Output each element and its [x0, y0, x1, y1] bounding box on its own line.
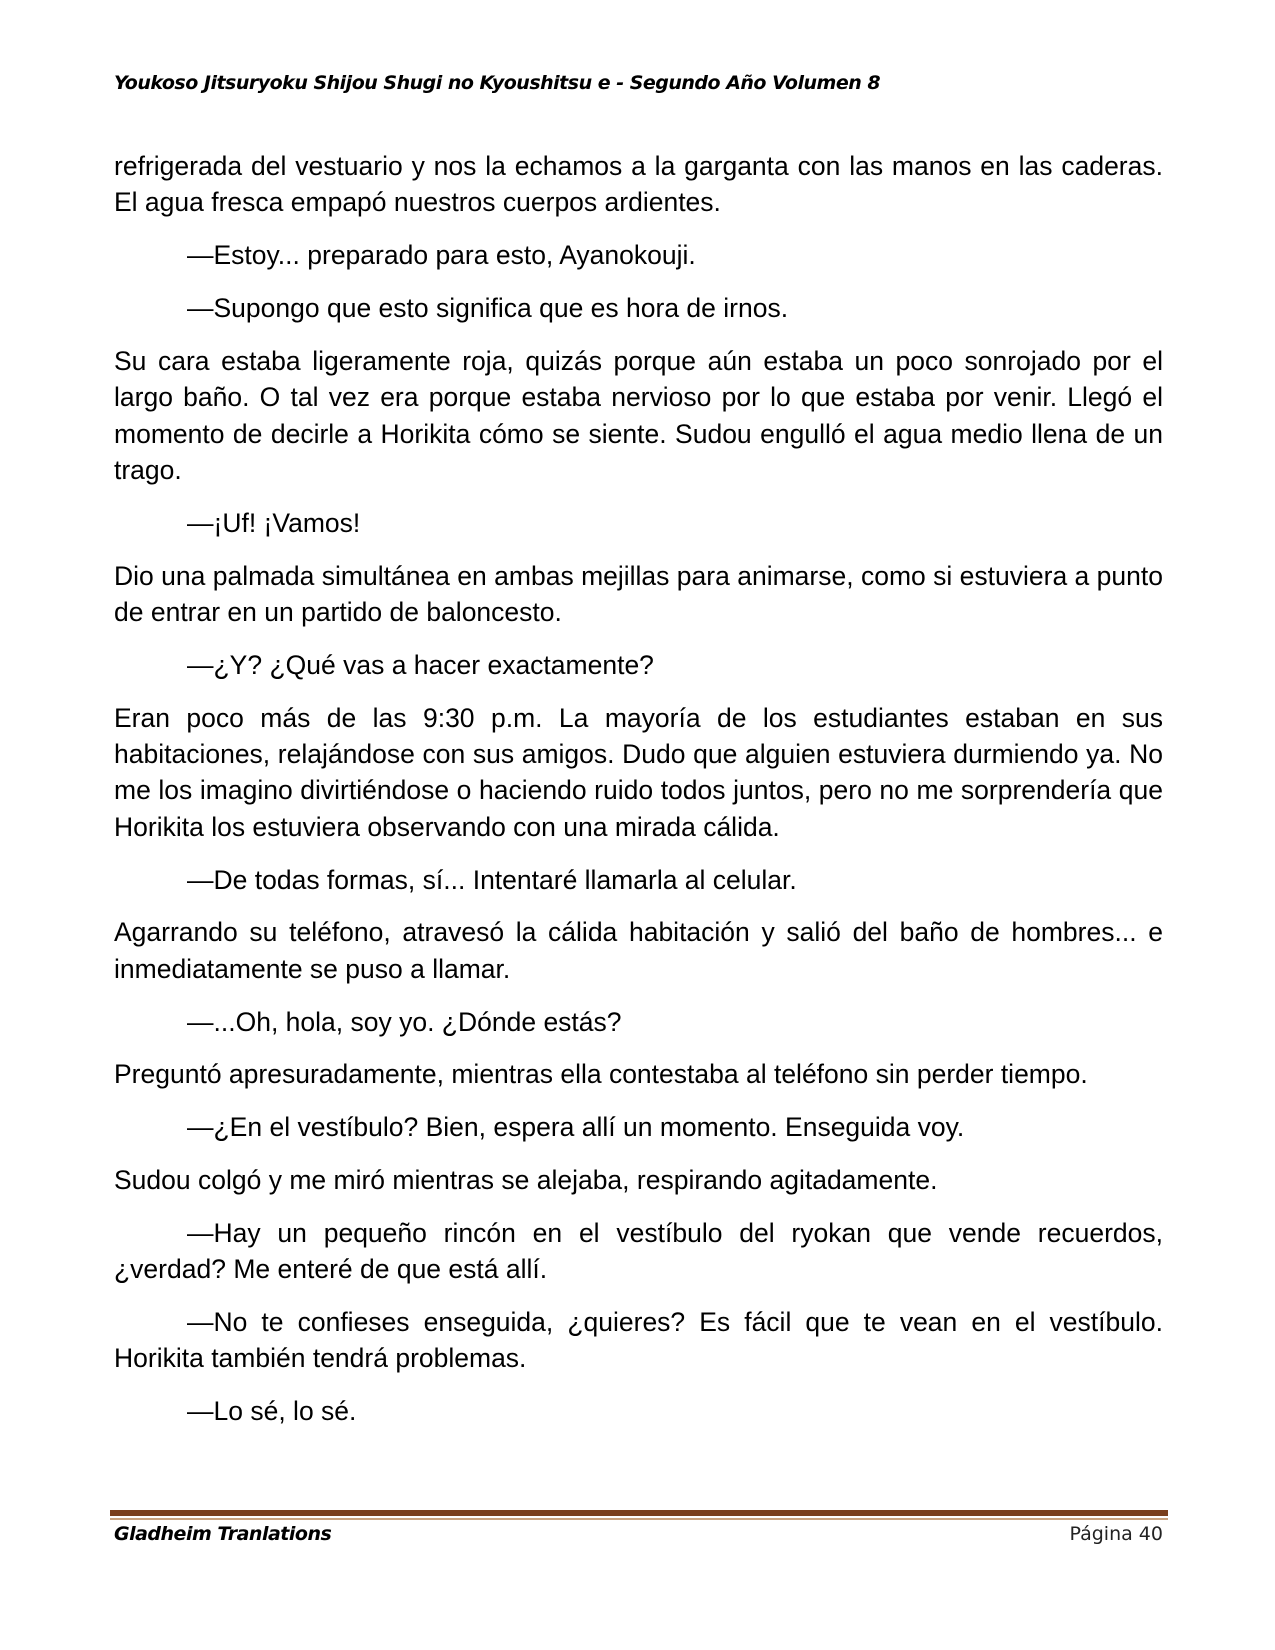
footer-rule-thin: [110, 1518, 1168, 1520]
dialogue-paragraph: —De todas formas, sí... Intentaré llamarla al celular.: [187, 864, 797, 895]
narrative-paragraph: Agarrando su teléfono, atravesó la cálida habitación y salió del baño de hombres... e inmediatamente se puso a llamar.: [114, 917, 1163, 984]
running-header: Youkoso Jitsuryoku Shijou Shugi no Kyoushitsu e - Segundo Año Volumen 8: [114, 72, 881, 94]
narrative-paragraph: Preguntó apresuradamente, mientras ella contestaba al teléfono sin perder tiempo.: [114, 1059, 1088, 1090]
page-body: [114, 148, 1163, 1446]
footer-rule: [110, 1510, 1168, 1516]
dialogue-paragraph: —...Oh, hola, soy yo. ¿Dónde estás?: [187, 1006, 622, 1037]
dialogue-paragraph: —Hay un pequeño rincón en el vestíbulo del ryokan que vende recuerdos, ¿verdad? Me enteré de que está allí.: [114, 1217, 1163, 1285]
footer-translator: Gladheim Tranlations: [114, 1523, 332, 1545]
dialogue-paragraph: —No te confieses enseguida, ¿quieres? Es fácil que te vean en el vestíbulo. Horikita también tendrá problemas.: [114, 1307, 1163, 1374]
narrative-paragraph: Eran poco más de las 9:30 p.m. La mayoría de los estudiantes estaban en sus habitaciones, relajándose con sus amigos. Dudo que alguien estuviera durmiendo ya. No me los imagino divirtiéndose o haciendo ruido todos juntos, pero no me sorprendería que Horikita los estuviera observando con una mirada cálida.: [114, 702, 1163, 842]
page-number: Página 40: [1069, 1523, 1163, 1545]
dialogue-paragraph: —¿En el vestíbulo? Bien, espera allí un momento. Enseguida voy.: [187, 1112, 965, 1143]
dialogue-paragraph: —Estoy... preparado para esto, Ayanokouji.: [187, 240, 696, 271]
narrative-paragraph: Dio una palmada simultánea en ambas mejillas para animarse, como si estuviera a punto de entrar en un partido de baloncesto.: [114, 560, 1163, 628]
dialogue-paragraph: —Lo sé, lo sé.: [187, 1396, 357, 1427]
narrative-paragraph: Su cara estaba ligeramente roja, quizás porque aún estaba un poco sonrojado por el largo baño. O tal vez era porque estaba nervioso por lo que estaba por venir. Llegó el momento de decirle a Horikita cómo se siente. Sudou engulló el agua medio llena de un trago.: [114, 345, 1163, 486]
narrative-paragraph: Sudou colgó y me miró mientras se alejaba, respirando agitadamente.: [114, 1165, 938, 1196]
narrative-paragraph: refrigerada del vestuario y nos la echamos a la garganta con las manos en las caderas. El agua fresca empapó nuestros cuerpos ardientes.: [114, 151, 1163, 218]
dialogue-paragraph: —¿Y? ¿Qué vas a hacer exactamente?: [187, 649, 654, 680]
dialogue-paragraph: —Supongo que esto significa que es hora de irnos.: [187, 293, 789, 323]
dialogue-paragraph: —¡Uf! ¡Vamos!: [187, 507, 361, 538]
